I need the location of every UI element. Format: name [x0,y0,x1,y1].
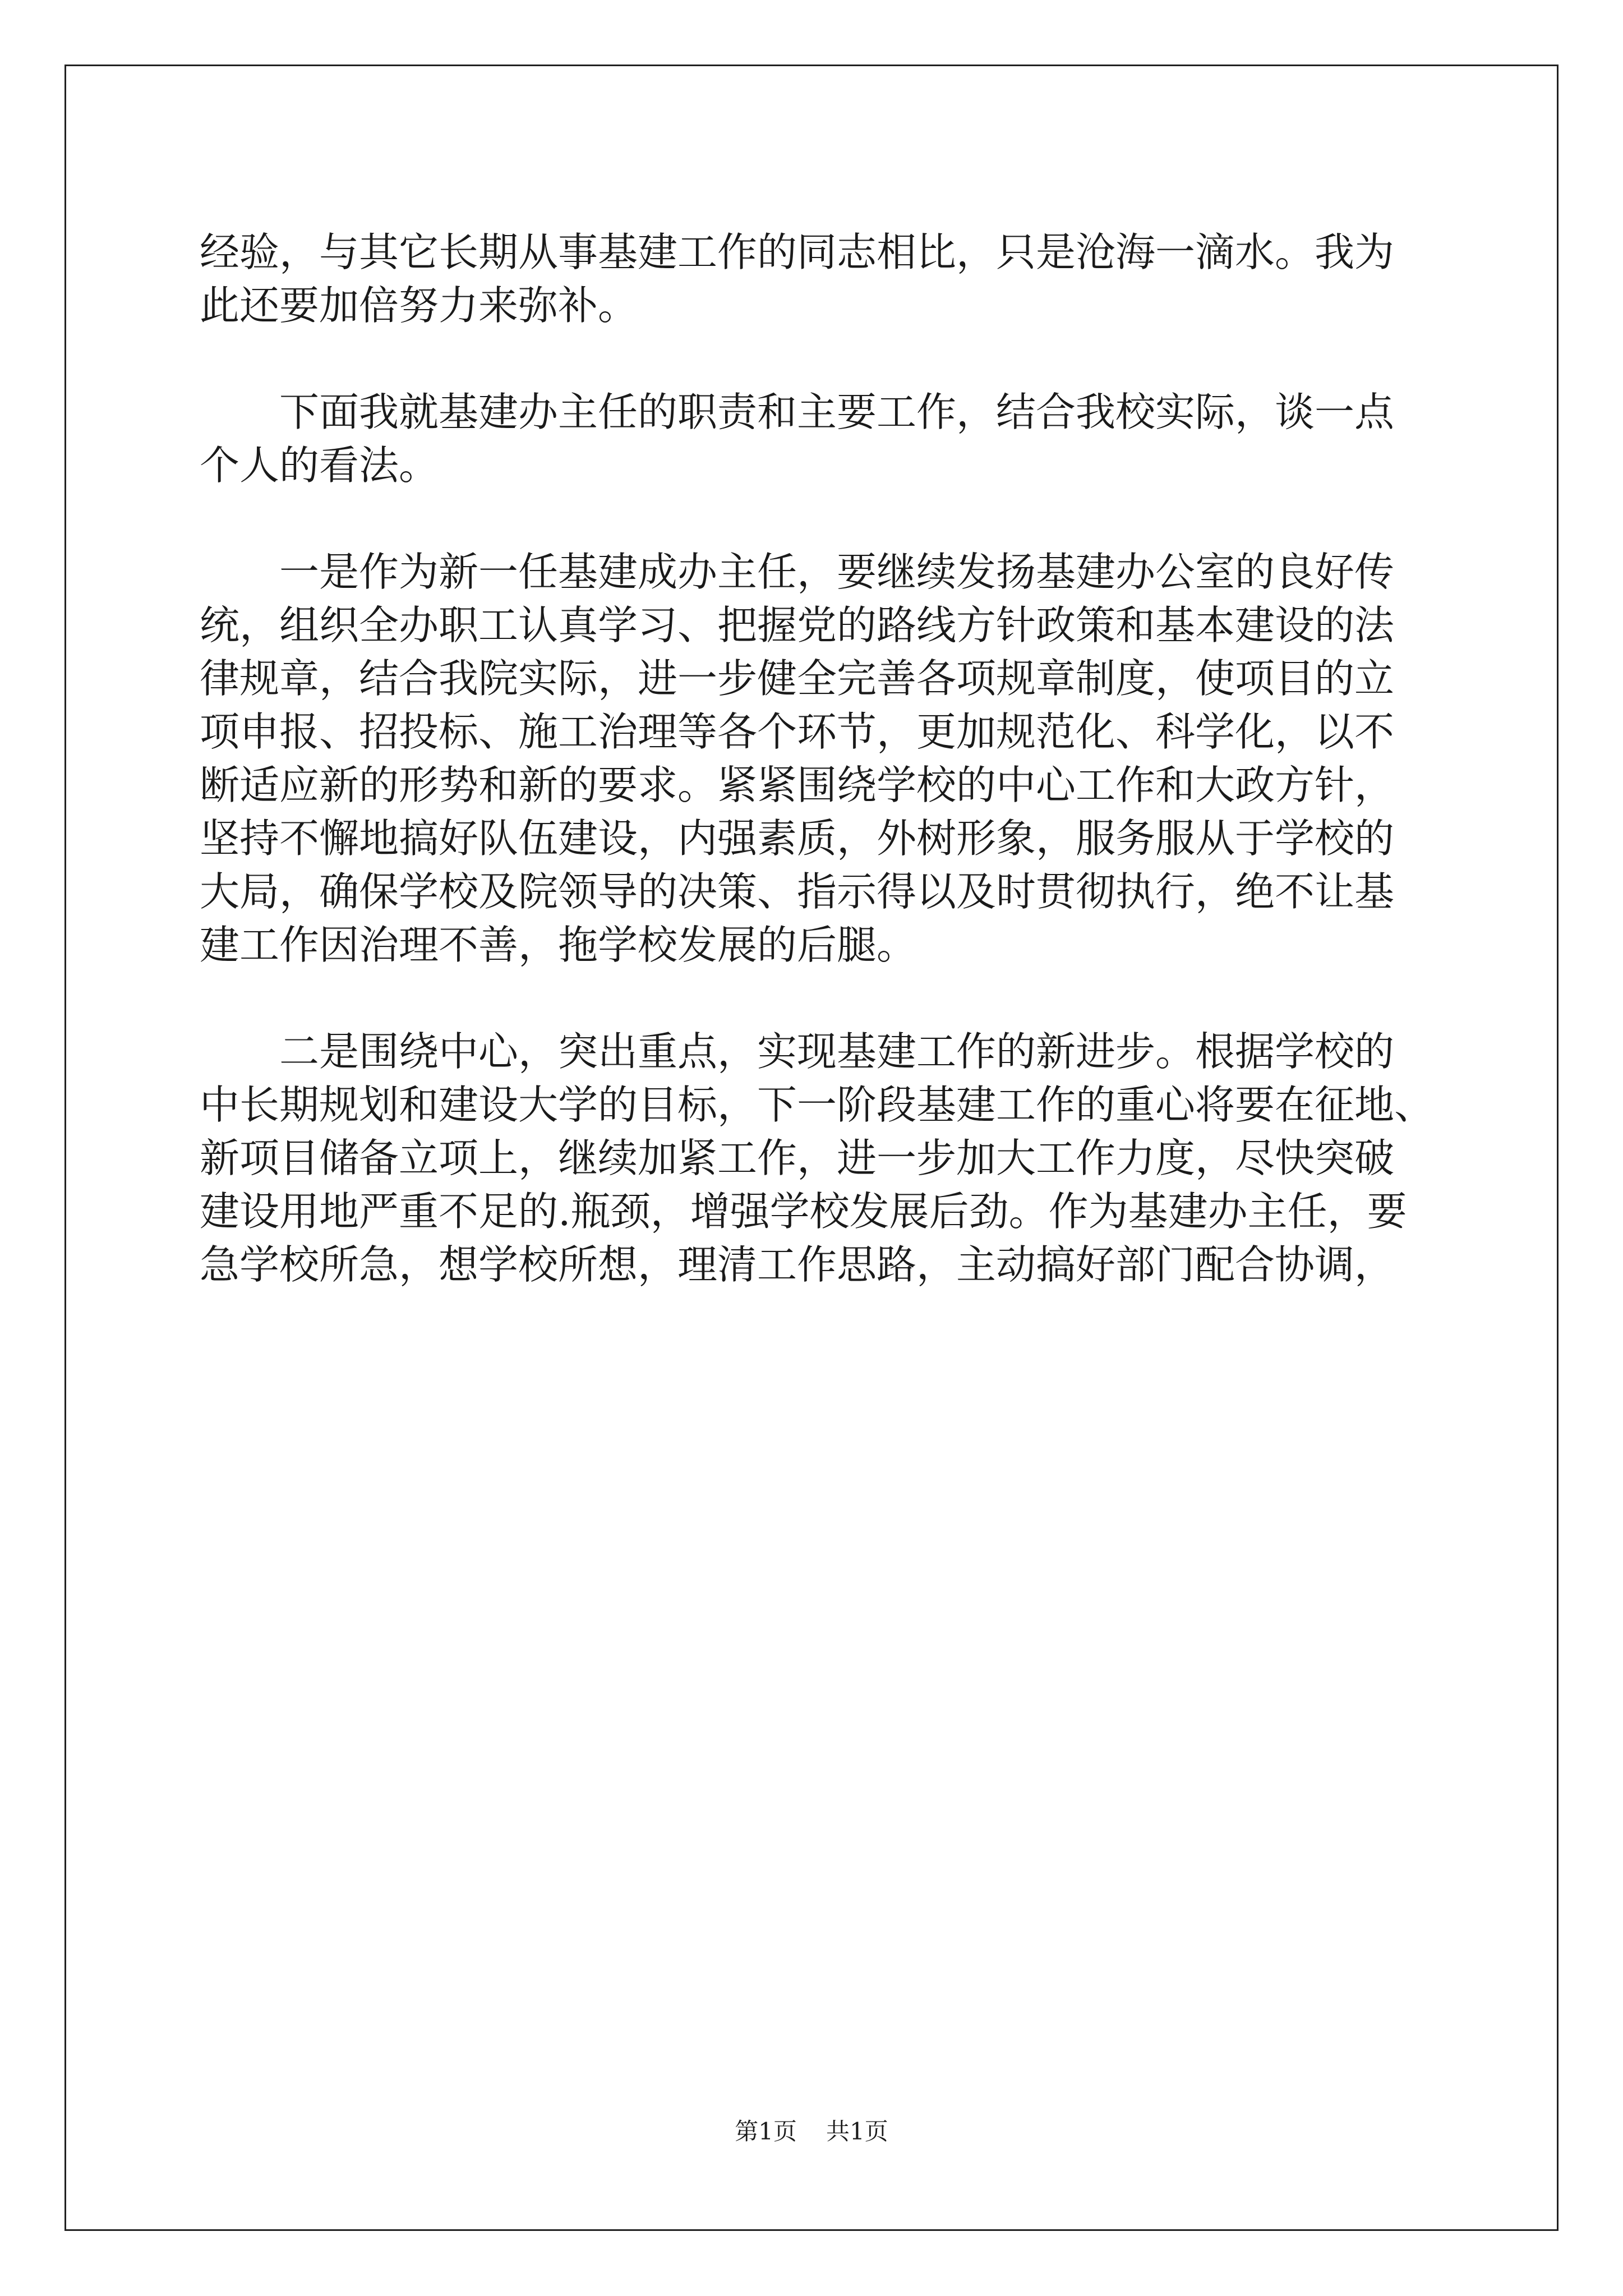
text-line: 二是围绕中心，突出重点，实现基建工作的新进步。根据学校的 [200,1028,1395,1075]
page-number: 第1页 [735,2118,797,2145]
document-body [200,226,1435,1291]
text-line: 新项目储备立项上，继续加紧工作，进一步加大工作力度，尽快突破 [200,1135,1395,1181]
text-line: 下面我就基建办主任的职责和主要工作，结合我校实际，谈一点 [200,389,1395,435]
text-line: 此还要加倍努力来弥补。 [200,282,638,329]
text-line: 建工作因治理不善，拖学校发展的后腿。 [200,922,917,968]
text-line: 建设用地严重不足的.瓶颈，增强学校发展后劲。作为基建办主任，要 [200,1188,1407,1235]
text-line: 律规章，结合我院实际，进一步健全完善各项规章制度，使项目的立 [200,655,1395,702]
page-footer [0,2115,1623,2148]
paragraph-4 [200,1025,1435,1291]
text-line: 大局，确保学校及院领导的决策、指示得以及时贯彻执行，绝不让基 [200,868,1395,915]
paragraph-1 [200,226,1429,332]
text-line: 经验，与其它长期从事基建工作的同志相比，只是沧海一滴水。我为 [200,229,1395,275]
text-line: 一是作为新一任基建成办主任，要继续发扬基建办公室的良好传 [200,549,1395,595]
text-line: 急学校所急，想学校所想，理清工作思路，主动搞好部门配合协调， [200,1241,1395,1288]
text-line: 统，组织全办职工认真学习、把握党的路线方针政策和基本建设的法 [200,602,1395,648]
page-total: 共1页 [826,2118,888,2145]
text-line: 项申报、招投标、施工治理等各个环节，更加规范化、科学化，以不 [200,708,1395,755]
text-line: 坚持不懈地搞好队伍建设，内强素质，外树形象，服务服从于学校的 [200,815,1395,862]
paragraph-3 [200,545,1429,972]
paragraph-2 [200,385,1429,492]
text-line: 中长期规划和建设大学的目标，下一阶段基建工作的重心将要在征地、 [200,1082,1435,1128]
text-line: 断适应新的形势和新的要求。紧紧围绕学校的中心工作和大政方针， [200,762,1395,808]
text-line: 个人的看法。 [200,442,439,489]
